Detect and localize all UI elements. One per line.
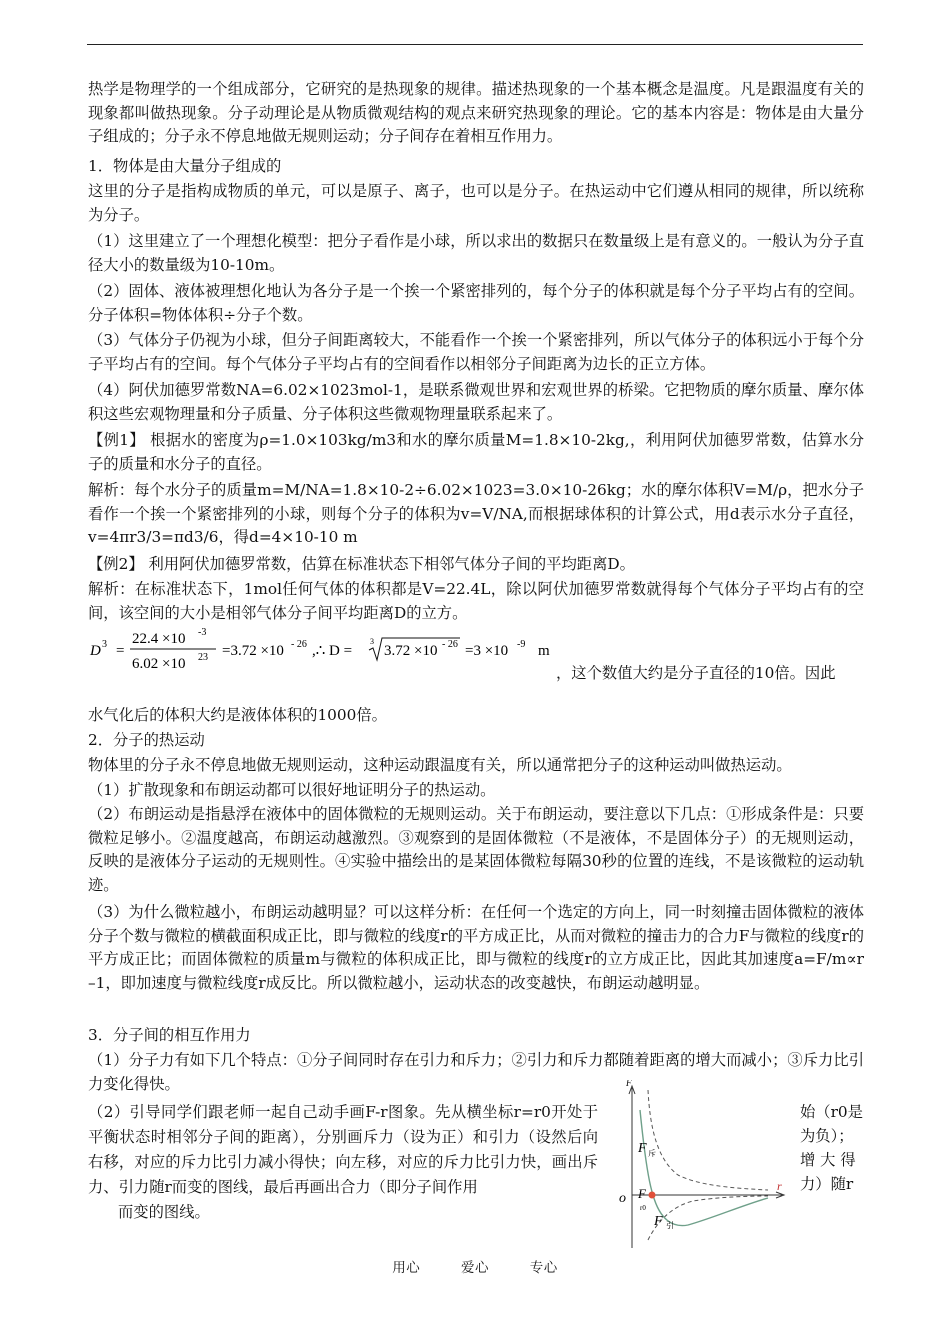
svg-text:=: = <box>116 643 125 659</box>
footer-item: 用心 <box>392 1260 421 1276</box>
formula-tail-text: ，这个数值大约是分子直径的10倍。因此 <box>556 664 836 682</box>
s2-paragraph-1: （1）扩散现象和布朗运动都可以很好地证明分子的热运动。 <box>88 781 496 799</box>
intro-paragraph: 热学是物理学的一个组成部分，它研究的是热现象的规律。描述热现象的一个基本概念是温度。凡是跟温度有关的现象都叫做热现象。分子动理论是从物质微观结构的观点来研究热现象的理论。它的基本内容是：物体是由大量分子组成的；分子永不停息地做无规则运动；分子间存在着相互作用力。 <box>88 80 864 145</box>
example-2-solution: 解析：在标准状态下，1mol任何气体的体积都是V=22.4L，除以阿伏加德罗常数就得每个气体分子平均占有的空间，该空间的大小是相邻气体分子间平均距离D的立方。 <box>88 580 864 622</box>
example-1-solution: 解析：每个水分子的质量m=M/NA=1.8×10-2÷6.02×1023=3.0×10-26kg；水的摩尔体积V=M/ρ，把水分子看作一个挨一个紧密排列的小球，则每个分子的体积为v=V/NA,而根据球体积的计算公式，用d表示水分子直径，v=4πr3/3=πd3/6，得d=4×10-10 m <box>88 481 864 546</box>
s3-paragraph-1: （1）分子力有如下几个特点：①分子间同时存在引力和斥力；②引力和斥力都随着距离的增大而减小；③斥力比引力变化得快。 <box>88 1051 864 1093</box>
s3-paragraph-2-end: 而变的图线。 <box>118 1203 210 1221</box>
page-footer <box>0 1256 950 1276</box>
equilibrium-point <box>649 1192 656 1199</box>
example-2: 【例2】 利用阿伏加德罗常数，估算在标准状态下相邻气体分子间的平均距离D。 <box>88 555 635 573</box>
formula-mid-exp: - 26 <box>291 639 307 650</box>
f-axis-label: F <box>626 1080 632 1088</box>
formula-denominator: 6.02 ×10 <box>132 656 186 672</box>
section-2-title: 2．分子的热运动 <box>88 731 205 749</box>
s1-paragraph-1: （1）这里建立了一个理想化模型：把分子看作是小球，所以求出的数据只在数量级上是有意义的。一般认为分子直径大小的数量级为10-10m。 <box>88 232 864 274</box>
formula-lhs: D <box>90 643 101 659</box>
s3-paragraph-2-left <box>88 1100 598 1225</box>
footer-item: 专心 <box>529 1260 558 1276</box>
attraction-label-sub: 引 <box>666 1221 674 1230</box>
f0-label: F <box>638 1186 646 1201</box>
r0-label: r0 <box>640 1204 646 1212</box>
s2-paragraph-3: （3）为什么微粒越小，布朗运动越明显？可以这样分析：在任何一个选定的方向上，同一时刻撞击固体微粒的液体分子个数与微粒的横截面积成正比，即与微粒的线度r的平方成正比，从而对微粒的撞击力的合力F与微粒的线度r的平方成正比；而固体微粒的质量m与微粒的体积成正比，即与微粒的线度r的立方成正比，因此其加速度a=F/m∝r –1，即加速度与微粒线度r成反比。所以微粒越小，运动状态的改变越快，布朗运动越明显。 <box>88 903 864 992</box>
section-1-title: 1．物体是由大量分子组成的 <box>88 157 282 175</box>
s1-paragraph-2: （2）固体、液体被理想化地认为各分子是一个挨一个紧密排列的，每个分子的体积就是每个分子平均占有的空间。分子体积=物体体积÷分子个数。 <box>88 282 864 324</box>
formula-unit: m <box>538 643 550 659</box>
footer-item: 爱心 <box>461 1260 489 1276</box>
r-axis-label: r <box>777 1179 782 1193</box>
s2-paragraph-2: （2）布朗运动是指悬浮在液体中的固体微粒的无规则运动。关于布朗运动，要注意以下几点：①形成条件是：只要微粒足够小。②温度越高，布朗运动越激烈。③观察到的是固体微粒（不是液体，不是固体分子）的无规则运动，反映的是液体分子运动的无规则性。④实验中描绘出的是某固体微粒每隔30秒的位置的连线，不是该微粒的运动轨迹。 <box>88 805 864 894</box>
right-column-line: 为负）； <box>800 1127 854 1145</box>
formula-lhs-exp: 3 <box>102 639 107 650</box>
repulsion-label: F <box>638 1141 647 1156</box>
s3-paragraph-2-right <box>800 1100 864 1196</box>
repulsion-curve <box>648 1090 768 1190</box>
right-column-line: 增 大 得 <box>800 1151 856 1169</box>
force-distance-figure <box>618 1080 788 1250</box>
example-2-continued: 水气化后的体积大约是液体体积的1000倍。 <box>88 706 387 724</box>
attraction-label: F <box>654 1214 663 1229</box>
resultant-curve <box>640 1110 768 1226</box>
s1-paragraph-0: 这里的分子是指构成物质的单元，可以是原子、离子，也可以是分子。在热运动中它们遵从相同的规律，所以统称为分子。 <box>88 182 864 224</box>
formula-therefore: ,∴ D = <box>312 643 353 659</box>
example-1: 【例1】 根据水的密度为ρ=1.0×103kg/m3和水的摩尔质量M=1.8×10-2kg,，利用阿伏加德罗常数，估算水分子的质量和水分子的直径。 <box>88 431 864 473</box>
formula-denominator-exp: 23 <box>198 652 208 663</box>
repulsion-label-sub: 斥 <box>648 1149 656 1158</box>
s1-paragraph-4: （4）阿伏加德罗常数NA=6.02×1023mol-1，是联系微观世界和宏观世界的桥梁。它把物质的摩尔质量、摩尔体积这些宏观物理量和分子质量、分子体积这些微观物理量联系起来了。 <box>88 381 864 423</box>
s1-paragraph-3: （3）气体分子仍视为小球，但分子间距离较大，不能看作一个挨一个紧密排列，所以气体分子的体积远小于每个分子平均占有的空间。每个气体分子平均占有的空间看作以相邻分子间距离为边长的正立方体。 <box>88 331 864 373</box>
s3-paragraph-2-text: （2）引导同学们跟老师一起自己动手画F-r图象。先从横坐标r=r0开处于平衡状态时相邻分子间的距离），分别画斥力（设为正）和引力（设然后向右移，对应的斥力比引力减小得快；向左移，对应的斥力比引力快，画出斥力、引力随r而变的图线，最后再画出合力（即分子间作用 <box>88 1103 598 1196</box>
formula-mid: =3.72 ×10 <box>222 643 284 659</box>
formula-root-exp: - 26 <box>442 639 458 650</box>
formula-root-index: 3 <box>370 637 374 646</box>
formula-numerator: 22.4 ×10 <box>132 631 186 647</box>
header-rule <box>87 44 863 45</box>
origin-label: o <box>619 1191 626 1206</box>
s2-paragraph-0: 物体里的分子永不停息地做无规则运动，这种运动跟温度有关，所以通常把分子的这种运动叫做热运动。 <box>88 756 792 774</box>
formula-numerator-exp: -3 <box>198 627 207 638</box>
formula-result-exp: -9 <box>517 639 526 650</box>
formula-root-body: 3.72 ×10 <box>384 643 438 659</box>
section-3-title: 3．分子间的相互作用力 <box>88 1026 251 1044</box>
right-column-line: 始（r0是 <box>800 1103 863 1121</box>
formula-result: =3 ×10 <box>465 643 509 659</box>
right-column-line: 力）随r <box>800 1175 854 1193</box>
